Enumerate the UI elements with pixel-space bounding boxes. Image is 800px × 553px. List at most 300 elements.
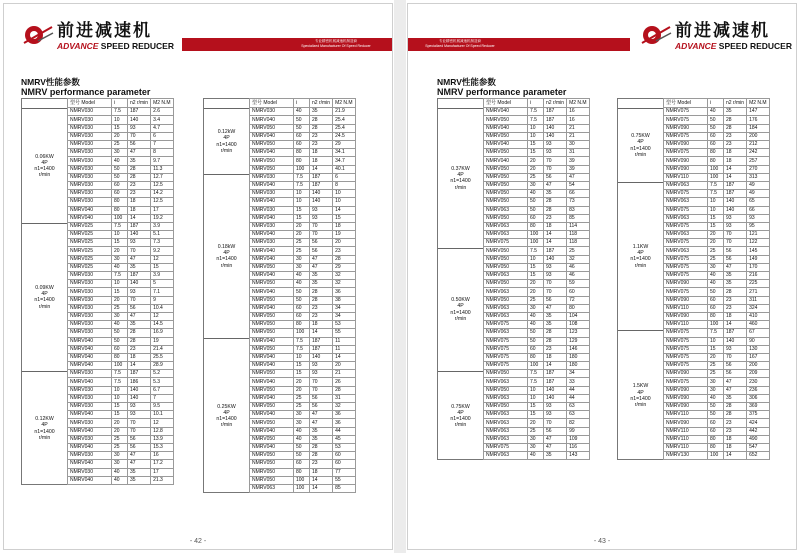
power-label bbox=[618, 133, 663, 158]
table-cell: 60 bbox=[294, 304, 310, 312]
table-cell: 40 bbox=[708, 108, 724, 116]
table-cell: 25.4 bbox=[333, 116, 356, 124]
table-cell: NMRV030 bbox=[68, 124, 112, 132]
table-row bbox=[68, 362, 174, 370]
table-cell: 10 bbox=[708, 337, 724, 345]
table-cell: 12.5 bbox=[151, 198, 174, 206]
table-cell: 93 bbox=[544, 149, 567, 157]
table-cell: 100 bbox=[708, 321, 724, 329]
table-cell: 28 bbox=[310, 116, 333, 124]
table-cell: 70 bbox=[310, 222, 333, 230]
table-cell: NMRV075 bbox=[664, 337, 708, 345]
table-cell: 28 bbox=[310, 452, 333, 460]
table-cell: 100 bbox=[708, 165, 724, 173]
table-row bbox=[484, 370, 590, 378]
table-cell: NMRV075 bbox=[664, 345, 708, 353]
table-cell: 50 bbox=[112, 329, 128, 337]
table-row bbox=[250, 108, 356, 116]
table-row bbox=[250, 321, 356, 329]
table-row bbox=[250, 312, 356, 320]
table-row bbox=[664, 353, 770, 361]
table-cell: 28 bbox=[128, 165, 151, 173]
brand-logo bbox=[22, 21, 174, 53]
table-cell: 20 bbox=[112, 419, 128, 427]
power-label-line: n1=1400 bbox=[34, 428, 55, 435]
table-row bbox=[664, 231, 770, 239]
table-cell: 60 bbox=[112, 345, 128, 353]
table-cell: 50 bbox=[294, 288, 310, 296]
table-cell: NMRV063 bbox=[484, 222, 528, 230]
table-cell: NMRV090 bbox=[664, 403, 708, 411]
table-cell: 7.5 bbox=[112, 108, 128, 116]
table-row bbox=[68, 181, 174, 189]
table-row bbox=[484, 452, 590, 460]
table-cell: 50 bbox=[708, 411, 724, 419]
table-cell: NMRV090 bbox=[664, 124, 708, 132]
power-label bbox=[22, 154, 67, 179]
table-cell: 21.4 bbox=[151, 345, 174, 353]
table-cell: 200 bbox=[747, 362, 770, 370]
table-cell: 47 bbox=[544, 181, 567, 189]
table-cell: 56 bbox=[310, 247, 333, 255]
table-row bbox=[484, 190, 590, 198]
table-cell: 80 bbox=[708, 312, 724, 320]
table-row bbox=[68, 149, 174, 157]
table-cell: 14 bbox=[544, 362, 567, 370]
table-cell: NMRV030 bbox=[68, 288, 112, 296]
power-label-line: n1=1400 bbox=[630, 145, 651, 152]
power-label-line: 0.12KW bbox=[35, 416, 54, 423]
table-cell: 23 bbox=[128, 181, 151, 189]
table-cell: 12 bbox=[151, 312, 174, 320]
table-cell: 40 bbox=[528, 312, 544, 320]
table-cell: 93 bbox=[544, 272, 567, 280]
table-cell: 50 bbox=[708, 403, 724, 411]
table-cell: 40 bbox=[528, 321, 544, 329]
table-row bbox=[484, 280, 590, 288]
table-row bbox=[250, 141, 356, 149]
table-cell: 40 bbox=[294, 108, 310, 116]
table-cell: 15 bbox=[528, 149, 544, 157]
table-cell: NMRV110 bbox=[664, 173, 708, 181]
table-cell: NMRV040 bbox=[250, 288, 294, 296]
table-cell: NMRV040 bbox=[68, 411, 112, 419]
table-cell: 18 bbox=[310, 321, 333, 329]
table-cell: 23 bbox=[724, 132, 747, 140]
header-cell: i bbox=[528, 99, 544, 108]
table-cell: NMRV050 bbox=[250, 157, 294, 165]
table-cell: 11 bbox=[333, 345, 356, 353]
power-column bbox=[203, 98, 249, 493]
performance-table bbox=[249, 98, 356, 493]
table-cell: 7.5 bbox=[528, 378, 544, 386]
table-cell: 176 bbox=[747, 116, 770, 124]
table-cell: 35 bbox=[310, 108, 333, 116]
table-row bbox=[664, 419, 770, 427]
table-cell: 35 bbox=[310, 280, 333, 288]
table-row bbox=[250, 435, 356, 443]
table-cell: 140 bbox=[310, 353, 333, 361]
table-cell: 15 bbox=[112, 124, 128, 132]
table-cell: 424 bbox=[747, 419, 770, 427]
table-row bbox=[484, 141, 590, 149]
table-cell: 31 bbox=[567, 149, 590, 157]
table-cell: 93 bbox=[724, 214, 747, 222]
group-separator bbox=[618, 108, 663, 109]
table-row bbox=[664, 116, 770, 124]
header-cell: n2 r/min bbox=[544, 99, 567, 108]
table-row bbox=[484, 337, 590, 345]
table-cell: 187 bbox=[128, 222, 151, 230]
table-cell: 25 bbox=[112, 435, 128, 443]
table-cell: NMRV040 bbox=[68, 362, 112, 370]
table-cell: 375 bbox=[747, 411, 770, 419]
table-cell: 100 bbox=[528, 231, 544, 239]
table-cell: 90 bbox=[747, 337, 770, 345]
group-separator bbox=[438, 248, 483, 249]
table-cell: NMRV090 bbox=[664, 141, 708, 149]
table-cell: 56 bbox=[724, 255, 747, 263]
table-cell: 35 bbox=[128, 321, 151, 329]
table-row bbox=[250, 288, 356, 296]
table-row bbox=[68, 198, 174, 206]
table-cell: 31 bbox=[333, 394, 356, 402]
table-cell: 30 bbox=[708, 263, 724, 271]
table-cell: 56 bbox=[724, 247, 747, 255]
table-cell: 270 bbox=[747, 165, 770, 173]
table-cell: NMRV090 bbox=[664, 165, 708, 173]
table-cell: 3.4 bbox=[151, 116, 174, 124]
table-cell: NMRV030 bbox=[68, 132, 112, 140]
power-label-line: r/min bbox=[38, 303, 51, 310]
table-cell: 15 bbox=[112, 288, 128, 296]
table-row bbox=[664, 280, 770, 288]
table-cell: 70 bbox=[544, 419, 567, 427]
table-cell: 5.3 bbox=[151, 378, 174, 386]
table-cell: 167 bbox=[747, 353, 770, 361]
table-row bbox=[68, 288, 174, 296]
table-cell: 7.5 bbox=[528, 247, 544, 255]
table-cell: 60 bbox=[528, 345, 544, 353]
table-cell: 10 bbox=[333, 190, 356, 198]
table-cell: 53 bbox=[333, 321, 356, 329]
table-cell: 271 bbox=[747, 288, 770, 296]
table-row bbox=[68, 353, 174, 361]
table-cell: 50 bbox=[294, 124, 310, 132]
table-cell: 8 bbox=[333, 181, 356, 189]
table-cell: 55 bbox=[333, 476, 356, 484]
power-label-line: n1=1400 bbox=[450, 178, 471, 185]
table-row bbox=[68, 263, 174, 271]
table-cell: 23 bbox=[310, 132, 333, 140]
table-cell: NMRV040 bbox=[250, 181, 294, 189]
table-cell: 80 bbox=[112, 206, 128, 214]
power-label-line: 4P bbox=[223, 135, 230, 142]
header-cell: 型号 Model bbox=[250, 99, 294, 108]
table-cell: 20 bbox=[112, 247, 128, 255]
table-cell: 442 bbox=[747, 427, 770, 435]
power-label-line: 1.1KW bbox=[632, 243, 649, 250]
table-cell: NMRV040 bbox=[68, 206, 112, 214]
table-cell: NMRV090 bbox=[664, 419, 708, 427]
table-cell: NMRV075 bbox=[664, 353, 708, 361]
table-cell: NMRV050 bbox=[484, 214, 528, 222]
table-cell: NMRV050 bbox=[250, 468, 294, 476]
table-row bbox=[250, 124, 356, 132]
table-cell: 93 bbox=[128, 124, 151, 132]
power-label-line: 4P bbox=[41, 159, 48, 166]
table-cell: 212 bbox=[747, 141, 770, 149]
table-cell: 28 bbox=[544, 329, 567, 337]
table-cell: 25 bbox=[112, 141, 128, 149]
table-cell: NMRV030 bbox=[250, 206, 294, 214]
table-cell: NMRV063 bbox=[664, 198, 708, 206]
table-cell: 63 bbox=[567, 403, 590, 411]
table-cell: 55 bbox=[333, 329, 356, 337]
table-row bbox=[68, 141, 174, 149]
table-cell: 14 bbox=[310, 476, 333, 484]
table-cell: NMRV040 bbox=[250, 149, 294, 157]
table-cell: 146 bbox=[567, 345, 590, 353]
table-cell: 108 bbox=[567, 321, 590, 329]
table-row bbox=[484, 419, 590, 427]
table-cell: NMRV075 bbox=[664, 108, 708, 116]
header-cell: 型号 Model bbox=[484, 99, 528, 108]
table-cell: 33 bbox=[567, 378, 590, 386]
power-column bbox=[437, 98, 483, 460]
table-cell: NMRV040 bbox=[250, 353, 294, 361]
table-cell: 187 bbox=[310, 173, 333, 181]
table-cell: 29 bbox=[333, 263, 356, 271]
table-row bbox=[484, 403, 590, 411]
table-row bbox=[664, 345, 770, 353]
table-cell: 180 bbox=[567, 353, 590, 361]
table-cell: 60 bbox=[112, 181, 128, 189]
table-cell: 70 bbox=[310, 231, 333, 239]
power-label bbox=[438, 297, 483, 322]
table-row bbox=[68, 190, 174, 198]
table-row bbox=[484, 345, 590, 353]
table-cell: 225 bbox=[747, 280, 770, 288]
table-cell: NMRV040 bbox=[250, 427, 294, 435]
table-cell: 70 bbox=[724, 353, 747, 361]
table-cell: NMRV050 bbox=[484, 296, 528, 304]
table-cell: 40 bbox=[294, 280, 310, 288]
table-cell: 15 bbox=[112, 403, 128, 411]
table-cell: 44 bbox=[567, 394, 590, 402]
table-cell: 187 bbox=[310, 337, 333, 345]
table-cell: 10 bbox=[528, 124, 544, 132]
table-cell: 35 bbox=[128, 468, 151, 476]
table-cell: 60 bbox=[294, 141, 310, 149]
table-cell: 35 bbox=[544, 312, 567, 320]
table-cell: 28 bbox=[544, 198, 567, 206]
table-cell: NMRV030 bbox=[68, 165, 112, 173]
table-cell: NMRV050 bbox=[250, 460, 294, 468]
table-cell: NMRV040 bbox=[250, 132, 294, 140]
table-cell: NMRV030 bbox=[68, 108, 112, 116]
performance-table bbox=[67, 98, 174, 485]
table-cell: NMRV040 bbox=[68, 345, 112, 353]
table-row bbox=[484, 296, 590, 304]
table-row bbox=[68, 280, 174, 288]
table-cell: 20 bbox=[333, 362, 356, 370]
table-cell: 50 bbox=[708, 116, 724, 124]
gear-logo-icon bbox=[22, 23, 54, 47]
table-cell: NMRV063 bbox=[484, 272, 528, 280]
table-cell: NMRV110 bbox=[664, 427, 708, 435]
table-cell: 116 bbox=[567, 443, 590, 451]
table-row bbox=[68, 272, 174, 280]
table-cell: NMRV040 bbox=[68, 378, 112, 386]
table-cell: 12.8 bbox=[151, 427, 174, 435]
header-cell: i bbox=[708, 99, 724, 108]
table-row bbox=[484, 239, 590, 247]
table-cell: NMRV040 bbox=[68, 214, 112, 222]
table-cell: 50 bbox=[112, 337, 128, 345]
table-row bbox=[68, 329, 174, 337]
table-cell: 118 bbox=[567, 239, 590, 247]
table-cell: 80 bbox=[528, 222, 544, 230]
table-cell: 7.5 bbox=[708, 181, 724, 189]
table-cell: 47 bbox=[544, 435, 567, 443]
table-cell: 20 bbox=[528, 165, 544, 173]
table-cell: 30 bbox=[567, 141, 590, 149]
table-row bbox=[484, 312, 590, 320]
header-strapline: 专业精密机械减速机制造商 Specialized Manufacturer Of Speed Reducer bbox=[301, 39, 371, 48]
table-cell: 66 bbox=[567, 190, 590, 198]
power-label-line: 0.09KW bbox=[35, 284, 54, 291]
table-cell: 39 bbox=[567, 157, 590, 165]
table-cell: 7.5 bbox=[528, 116, 544, 124]
table-row bbox=[250, 247, 356, 255]
table-header-row bbox=[484, 99, 590, 108]
table-row bbox=[484, 181, 590, 189]
table-cell: NMRV040 bbox=[250, 362, 294, 370]
table-cell: 18 bbox=[544, 353, 567, 361]
table-cell: NMRV030 bbox=[68, 280, 112, 288]
table-cell: 56 bbox=[310, 403, 333, 411]
table-row bbox=[484, 321, 590, 329]
table-row bbox=[250, 443, 356, 451]
table-cell: NMRV090 bbox=[664, 157, 708, 165]
table-cell: 140 bbox=[310, 198, 333, 206]
table-row bbox=[664, 312, 770, 320]
table-row bbox=[484, 222, 590, 230]
table-row bbox=[250, 157, 356, 165]
table-cell: 10 bbox=[708, 206, 724, 214]
header-cell: i bbox=[294, 99, 310, 108]
table-cell: 70 bbox=[128, 132, 151, 140]
table-row bbox=[68, 476, 174, 484]
table-cell: NMRV030 bbox=[68, 394, 112, 402]
table-cell: 7.5 bbox=[112, 378, 128, 386]
table-cell: 15 bbox=[151, 263, 174, 271]
power-label-line: 4P bbox=[637, 139, 644, 146]
table-row bbox=[664, 247, 770, 255]
table-cell: NMRV040 bbox=[68, 476, 112, 484]
table-header-row bbox=[250, 99, 356, 108]
power-label-line: 0.75KW bbox=[631, 133, 650, 140]
table-cell: 80 bbox=[294, 468, 310, 476]
table-header-row bbox=[68, 99, 174, 108]
table-cell: 18 bbox=[724, 443, 747, 451]
table-cell: NMRV063 bbox=[484, 231, 528, 239]
section-title-en: NMRV performance parameter bbox=[437, 87, 567, 97]
table-row bbox=[484, 427, 590, 435]
table-cell: NMRV040 bbox=[250, 247, 294, 255]
table-cell: 140 bbox=[310, 190, 333, 198]
table-cell: 7.5 bbox=[294, 181, 310, 189]
table-row bbox=[484, 173, 590, 181]
table-cell: 410 bbox=[747, 312, 770, 320]
table-cell: 18 bbox=[724, 435, 747, 443]
table-row bbox=[250, 173, 356, 181]
table-cell: 16 bbox=[567, 108, 590, 116]
table-cell: 100 bbox=[708, 173, 724, 181]
table-cell: 23 bbox=[310, 312, 333, 320]
table-cell: 60 bbox=[528, 214, 544, 222]
table-cell: NMRV063 bbox=[484, 419, 528, 427]
table-cell: 18 bbox=[724, 149, 747, 157]
table-cell: NMRV050 bbox=[250, 452, 294, 460]
table-cell: NMRV025 bbox=[68, 255, 112, 263]
table-cell: NMRV110 bbox=[664, 435, 708, 443]
table-cell: 187 bbox=[724, 181, 747, 189]
table-cell: 149 bbox=[747, 255, 770, 263]
table-row bbox=[664, 157, 770, 165]
table-cell: NMRV030 bbox=[68, 116, 112, 124]
table-cell: 28 bbox=[310, 443, 333, 451]
table-cell: 40 bbox=[528, 452, 544, 460]
table-cell: 5 bbox=[151, 280, 174, 288]
table-row bbox=[250, 280, 356, 288]
table-cell: NMRV030 bbox=[68, 386, 112, 394]
group-separator bbox=[22, 371, 67, 372]
section-title-cn: NMRV性能参数 bbox=[437, 77, 496, 87]
table-cell: 10 bbox=[294, 353, 310, 361]
table-row bbox=[484, 263, 590, 271]
table-row bbox=[250, 231, 356, 239]
table-cell: 7.5 bbox=[112, 370, 128, 378]
power-column bbox=[21, 98, 67, 485]
table-cell: 547 bbox=[747, 443, 770, 451]
table-row bbox=[664, 173, 770, 181]
power-label-line: 4P bbox=[457, 303, 464, 310]
table-cell: NMRV030 bbox=[68, 321, 112, 329]
table-row bbox=[250, 222, 356, 230]
table-cell: NMRV040 bbox=[250, 394, 294, 402]
table-cell: 10 bbox=[294, 190, 310, 198]
table-cell: 83 bbox=[567, 206, 590, 214]
table-cell: 34 bbox=[567, 370, 590, 378]
table-cell: 114 bbox=[567, 222, 590, 230]
table-row bbox=[664, 149, 770, 157]
table-cell: NMRV030 bbox=[68, 312, 112, 320]
table-cell: 140 bbox=[544, 124, 567, 132]
table-cell: 4.7 bbox=[151, 124, 174, 132]
table-cell: 187 bbox=[310, 181, 333, 189]
table-cell: 20 bbox=[528, 157, 544, 165]
table-cell: 6 bbox=[333, 173, 356, 181]
table-cell: 28 bbox=[544, 206, 567, 214]
table-cell: NMRV040 bbox=[250, 443, 294, 451]
table-cell: NMRV063 bbox=[664, 214, 708, 222]
header-cell: M2 N.M bbox=[567, 99, 590, 108]
table-row bbox=[68, 116, 174, 124]
power-label-line: n1=1400 bbox=[630, 395, 651, 402]
table-row bbox=[484, 157, 590, 165]
